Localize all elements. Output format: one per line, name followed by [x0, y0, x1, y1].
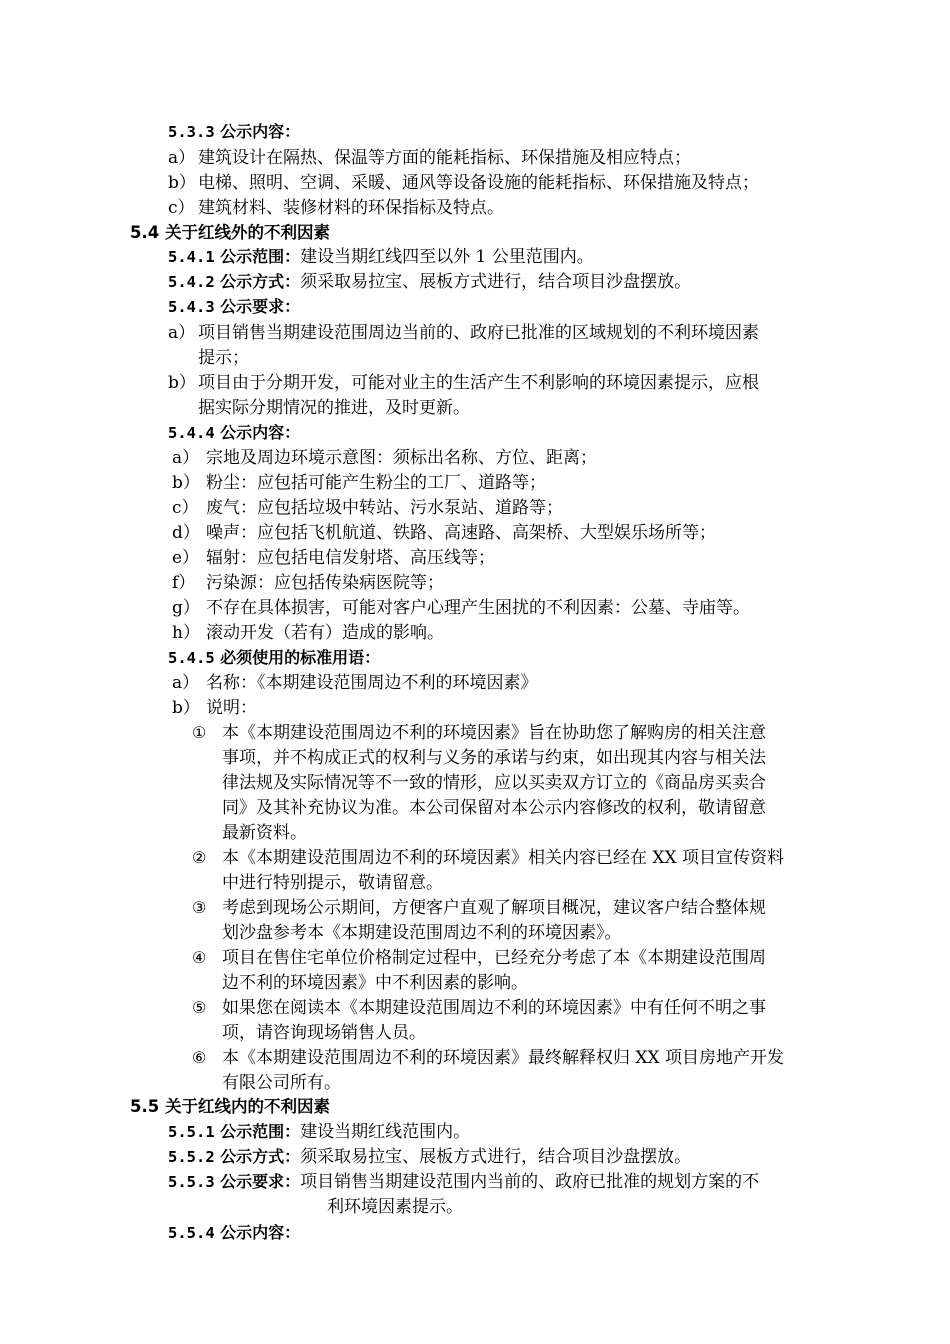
note-marker: ⑥ [192, 1048, 207, 1067]
note-marker: ④ [192, 948, 207, 967]
section-number: 5.4.3 [168, 298, 215, 316]
list-text: 建筑材料、装修材料的环保指标及特点。 [198, 198, 504, 218]
list-marker: b） [168, 173, 196, 193]
list-text: 粉尘：应包括可能产生粉尘的工厂、道路等； [206, 473, 546, 493]
list-item [172, 696, 872, 720]
note-text: 本《本期建设范围周边不利的环境因素》旨在协助您了解购房的相关注意 [222, 723, 766, 743]
list-text: 辐射：应包括电信发射塔、高压线等； [206, 548, 495, 568]
list-item [168, 146, 868, 170]
note-item [192, 946, 872, 970]
list-marker: e） [172, 548, 200, 568]
list-item [168, 371, 868, 395]
list-item [172, 446, 872, 470]
list-item [172, 521, 872, 545]
list-text: 说明： [206, 698, 257, 718]
section-number: 5.3.3 [168, 123, 215, 141]
list-item [172, 546, 872, 570]
note-text-continued: 同》及其补充协议为准。本公司保留对本公示内容修改的权利，敬请留意 [222, 798, 766, 818]
list-text: 建筑设计在隔热、保温等方面的能耗指标、环保措施及相应特点； [198, 148, 691, 168]
section-label: 公示要求： [220, 297, 301, 316]
section-label: 公示范围： [220, 247, 301, 266]
subsection-heading-5-5-4 [168, 1221, 300, 1245]
note-item [192, 896, 872, 920]
note-text-continued: 中进行特别提示，敬请留意。 [222, 873, 443, 893]
list-text: 不存在具体损害，可能对客户心理产生困扰的不利因素：公墓、寺庙等。 [206, 598, 750, 618]
list-item [168, 196, 868, 220]
list-text: 宗地及周边环境示意图：须标出名称、方位、距离； [206, 448, 597, 468]
note-marker: ⑤ [192, 998, 207, 1017]
note-marker: ② [192, 848, 207, 867]
note-item [192, 721, 872, 745]
list-marker: h） [172, 623, 200, 643]
list-text-continued: 提示； [198, 348, 249, 368]
section-number: 5.4.5 [168, 649, 215, 667]
list-text: 电梯、照明、空调、采暖、通风等设备设施的能耗指标、环保措施及特点； [198, 173, 759, 193]
note-text: 本《本期建设范围周边不利的环境因素》最终解释权归 XX 项目房地产开发 [222, 1048, 785, 1068]
note-item [192, 846, 872, 870]
list-item [172, 621, 872, 645]
subsection-5-4-2 [168, 270, 691, 294]
list-item [168, 321, 868, 345]
section-label: 必须使用的标准用语： [220, 648, 381, 667]
section-number: 5.5.4 [168, 1224, 215, 1242]
list-item [172, 671, 872, 695]
list-marker: a） [168, 148, 196, 168]
note-text-continued: 边不利的环境因素》中不利因素的影响。 [222, 973, 528, 993]
subsection-heading-5-4-4 [168, 421, 300, 445]
note-text: 本《本期建设范围周边不利的环境因素》相关内容已经在 XX 项目宣传资料 [222, 848, 785, 868]
subsection-5-4-1 [168, 245, 594, 269]
section-text: 建设当期红线四至以外 1 公里范围内。 [300, 247, 594, 267]
section-number: 5.4.1 [168, 248, 215, 266]
subsection-5-5-3 [168, 1170, 759, 1194]
note-marker: ① [192, 723, 207, 742]
note-text-continued: 事项，并不构成正式的权利与义务的承诺与约束，如出现其内容与相关法 [222, 748, 766, 768]
list-marker: c） [172, 498, 199, 518]
list-marker: a） [172, 448, 200, 468]
note-text-continued: 有限公司所有。 [222, 1073, 341, 1093]
list-text: 项目销售当期建设范围周边当前的、政府已批准的区域规划的不利环境因素 [198, 323, 759, 343]
list-text: 废气：应包括垃圾中转站、污水泵站、道路等； [206, 498, 563, 518]
list-text: 污染源：应包括传染病医院等； [206, 573, 444, 593]
list-item [172, 471, 872, 495]
section-heading-5-4: 5.4 关于红线外的不利因素 [130, 223, 330, 242]
section-label: 公示内容： [220, 423, 301, 442]
section-label: 公示内容： [220, 122, 301, 141]
section-text-continued: 利环境因素提示。 [327, 1197, 463, 1217]
section-label: 公示方式： [220, 272, 301, 291]
list-text: 项目由于分期开发，可能对业主的生活产生不利影响的环境因素提示，应根 [198, 373, 759, 393]
note-item [192, 1046, 872, 1070]
section-label: 公示内容： [220, 1223, 301, 1242]
list-item [172, 596, 872, 620]
section-label: 公示方式： [220, 1147, 301, 1166]
section-number: 5.5.3 [168, 1173, 215, 1191]
subsection-5-5-2 [168, 1145, 691, 1169]
note-marker: ③ [192, 898, 207, 917]
subsection-heading-5-3-3 [168, 120, 300, 144]
list-text: 滚动开发（若有）造成的影响。 [206, 623, 444, 643]
section-number: 5.4.2 [168, 273, 215, 291]
section-text: 须采取易拉宝、展板方式进行，结合项目沙盘摆放。 [300, 272, 692, 292]
section-number: 5.4.4 [168, 424, 215, 442]
list-marker: f） [172, 573, 196, 593]
list-marker: d） [172, 523, 200, 543]
list-marker: a） [168, 323, 196, 343]
list-item [172, 571, 872, 595]
list-marker: g） [172, 598, 200, 618]
list-marker: b） [168, 373, 196, 393]
list-text: 名称：《本期建设范围周边不利的环境因素》 [206, 673, 538, 693]
list-item [168, 171, 868, 195]
section-text: 建设当期红线范围内。 [300, 1122, 471, 1142]
list-marker: b） [172, 698, 200, 718]
list-marker: c） [168, 198, 195, 218]
section-label: 公示范围： [220, 1122, 301, 1141]
note-text-continued: 最新资料。 [222, 823, 307, 843]
note-text-continued: 项，请咨询现场销售人员。 [222, 1023, 426, 1043]
list-marker: a） [172, 673, 200, 693]
list-marker: b） [172, 473, 200, 493]
note-item [192, 996, 872, 1020]
section-text: 须采取易拉宝、展板方式进行，结合项目沙盘摆放。 [300, 1147, 692, 1167]
section-text: 项目销售当期建设范围内当前的、政府已批准的规划方案的不 [300, 1172, 760, 1192]
note-text: 如果您在阅读本《本期建设范围周边不利的环境因素》中有任何不明之事 [222, 998, 766, 1018]
note-text-continued: 划沙盘参考本《本期建设范围周边不利的环境因素》。 [222, 923, 622, 943]
section-label: 公示要求： [220, 1172, 301, 1191]
subsection-5-5-1 [168, 1120, 470, 1144]
section-heading-5-5: 5.5 关于红线内的不利因素 [130, 1097, 330, 1116]
list-text: 噪声：应包括飞机航道、铁路、高速路、高架桥、大型娱乐场所等； [206, 523, 716, 543]
list-item [172, 496, 872, 520]
note-text: 考虑到现场公示期间，方便客户直观了解项目概况，建议客户结合整体规 [222, 898, 766, 918]
list-text-continued: 据实际分期情况的推进，及时更新。 [198, 398, 470, 418]
note-text-continued: 律法规及实际情况等不一致的情形，应以买卖双方订立的《商品房买卖合 [222, 773, 766, 793]
subsection-heading-5-4-3 [168, 295, 300, 319]
note-text: 项目在售住宅单位价格制定过程中，已经充分考虑了本《本期建设范围周 [222, 948, 766, 968]
section-number: 5.5.2 [168, 1148, 215, 1166]
subsection-heading-5-4-5 [168, 646, 380, 670]
section-number: 5.5.1 [168, 1123, 215, 1141]
